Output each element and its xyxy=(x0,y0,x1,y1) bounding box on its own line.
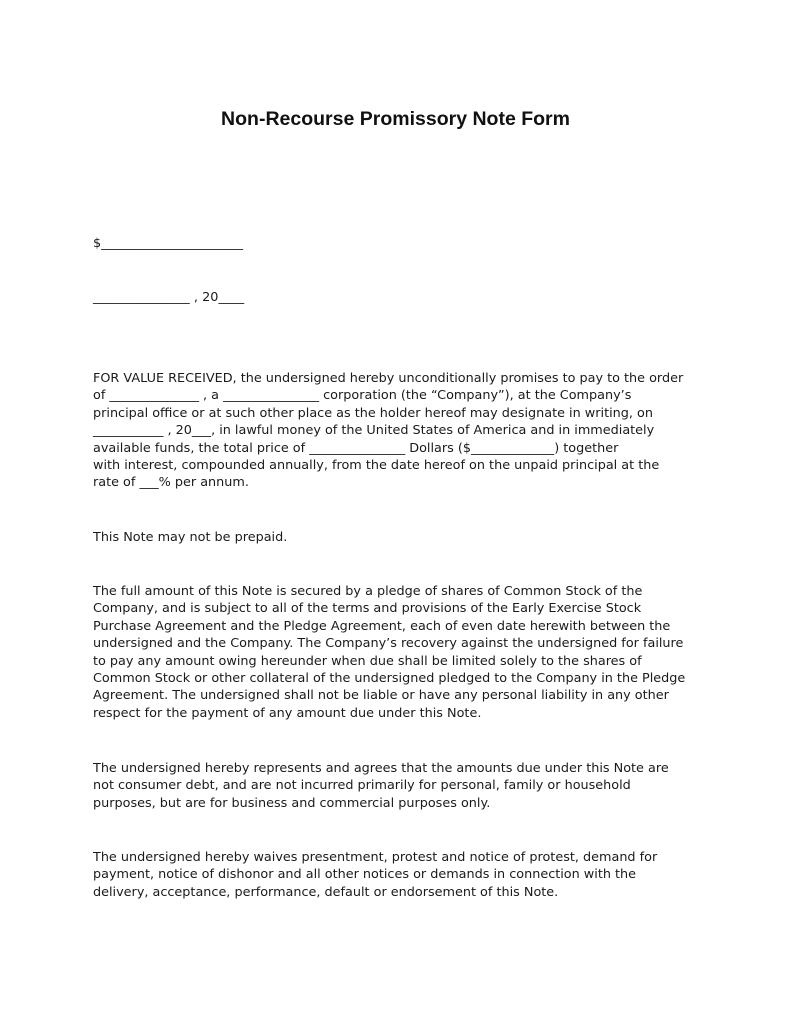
paragraph-line: available funds, the total price of _______________ Dollars ($_____________) together xyxy=(93,440,619,456)
prepayment-paragraph xyxy=(93,529,733,546)
paragraph-line: principal office or at such other place as the holder hereof may designate in writing, on xyxy=(93,405,653,421)
paragraph-line: The undersigned hereby waives presentment, protest and notice of protest, demand for xyxy=(93,850,658,865)
waiver-paragraph xyxy=(93,849,733,901)
paragraph-line: payment, notice of dishonor and all other notices or demands in connection with the xyxy=(93,867,637,883)
security-paragraph xyxy=(93,583,733,722)
paragraph-line: ___________ , 20___, in lawful money of the United States of America and in immediately xyxy=(93,423,655,439)
amount-line: $______________________ xyxy=(93,236,244,251)
paragraph-line: delivery, acceptance, performance, default or endorsement of this Note. xyxy=(93,884,559,900)
paragraph-line: The undersigned hereby represents and agrees that the amounts due under this Note are xyxy=(93,761,669,776)
paragraph-line: rate of ___% per annum. xyxy=(93,475,249,491)
paragraph-line: of ______________ , a _______________ corporation (the “Company”), at the Company’s xyxy=(93,388,632,404)
paragraph-line: Agreement. The undersigned shall not be liable or have any personal liability in any other xyxy=(93,688,669,704)
paragraph-line: The full amount of this Note is secured by a pledge of shares of Common Stock of the xyxy=(93,584,643,599)
paragraph-line: not consumer debt, and are not incurred primarily for personal, family or household xyxy=(93,778,631,794)
paragraph-line: Company, and is subject to all of the terms and provisions of the Early Exercise Stock xyxy=(93,601,642,617)
paragraph-line: to pay any amount owing hereunder when due shall be limited solely to the shares of xyxy=(93,653,642,669)
paragraph-line: undersigned and the Company. The Company’s recovery against the undersigned for failure xyxy=(93,636,684,652)
paragraph-line: with interest, compounded annually, from the date hereof on the unpaid principal at the xyxy=(93,458,660,474)
paragraph-line: Purchase Agreement and the Pledge Agreement, each of even date herewith between the xyxy=(93,618,671,634)
paragraph-line: Common Stock or other collateral of the undersigned pledged to the Company in the Pledge xyxy=(93,671,686,687)
date-line: _______________ , 20____ xyxy=(93,290,245,305)
paragraph-line: This Note may not be prepaid. xyxy=(93,530,288,545)
paragraph-line: respect for the payment of any amount due under this Note. xyxy=(93,705,482,721)
payment-promise-paragraph xyxy=(93,370,733,492)
business-purpose-paragraph xyxy=(93,760,733,812)
paragraph-line: purposes, but are for business and commercial purposes only. xyxy=(93,795,491,811)
document-title: Non-Recourse Promissory Note Form xyxy=(221,108,570,130)
paragraph-line: FOR VALUE RECEIVED, the undersigned hereby unconditionally promises to pay to the order xyxy=(93,371,684,386)
